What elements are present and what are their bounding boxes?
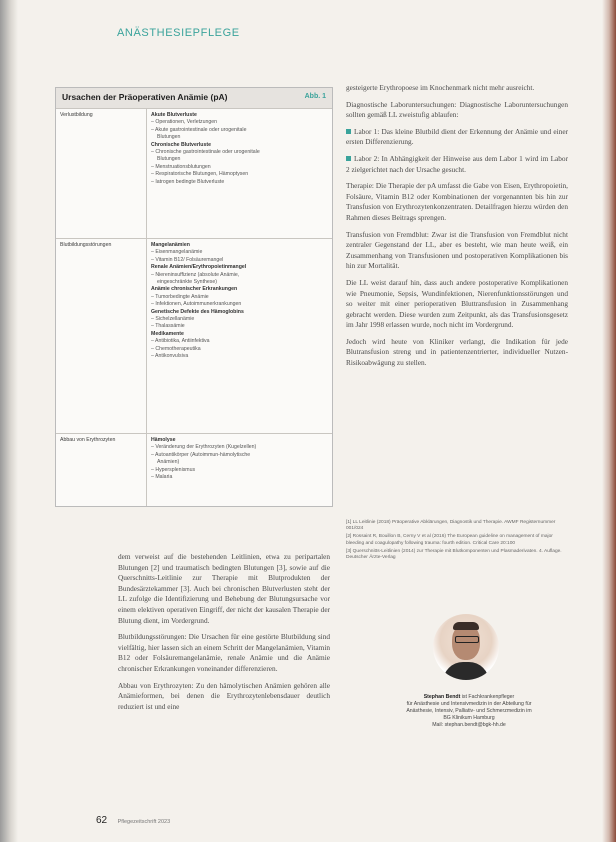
author-email: Mail: stephan.bendt@bgk-hh.de: [432, 722, 506, 728]
table-title: Ursachen der Präoperativen Anämie (pA): [62, 92, 228, 102]
right-column-text: [346, 83, 568, 375]
bullet-square-icon: [346, 129, 351, 134]
cause-item: – Chronische gastrointestinale oder urogenitale: [151, 149, 260, 156]
cause-group-heading: Hämolyse: [151, 437, 176, 443]
cause-item: Anämien): [157, 459, 180, 466]
cause-item: – Chemotherapeutika: [151, 345, 201, 352]
page-binding-right: [602, 0, 616, 842]
row-causes: [151, 112, 327, 186]
row-causes: [151, 242, 327, 361]
bullet-square-icon: [346, 156, 351, 161]
paragraph: Transfusion von Fremdblut: Zwar ist die Transfusion von Fremdblut nicht zentraler Gegenstand der LL, aber es besteht, wie man heute weiß, ein Zusammenhang von Transfusionen und postoperativen Komplikationen bis hin zur Mortalität.: [346, 229, 568, 271]
left-column-text: [118, 552, 330, 718]
cause-item: Blutungen: [157, 134, 181, 141]
cause-item: – Eisenmangelanämie: [151, 249, 203, 256]
cause-item: – Veränderung der Erythrozyten (Kugelzellen): [151, 444, 257, 451]
cause-item: – Antikonvulsiva: [151, 353, 189, 360]
paragraph: dem verweist auf die bestehenden Leitlinien, etwa zu peripartalen Blutungen [2] und traumatisch bedingten Blutungen [3], sowie auf die Querschnitts-Leitlinie zur Therapie mit Blutprodukten der Bundesärztekammer [3]. Auch bei chronischen Blutverlusten steht der LL zufolge die Identifizierung und Behebung der Blutungsursache vor einem elektiven operativen Eingriff, der nicht der kausalen Therapie der Blutung dient, im Vordergrund.: [118, 552, 330, 625]
row-category: Verlustbildung: [60, 112, 93, 118]
cause-item: – Niereninsuffizienz (absolute Anämie,: [151, 271, 240, 278]
cause-group-heading: Mangelanämien: [151, 242, 190, 248]
author-photo: [433, 614, 499, 680]
table-row: [56, 238, 332, 429]
cause-item: – Infektionen, Autoimmunerkrankungen: [151, 301, 242, 308]
paragraph: Therapie: Die Therapie der pA umfasst die Gabe von Eisen, Erythropoietin, Folsäure, Vitamin B12 oder Kombinationen der vorgenannten bis hin zur Transfusion von Erythrozytenkonzentraten. Detailfragen hierzu würden den Rahmen dieses Beitrags sprengen.: [346, 181, 568, 222]
paragraph: Labor 1: Das kleine Blutbild dient der Erkennung der Anämie und einer ersten Differenzierung.: [346, 126, 568, 147]
row-category: Blutbildungsstörungen: [60, 242, 112, 248]
cause-item: – Autoantikörper (Autoimmun-hämolytische: [151, 451, 251, 458]
author-line: für Anästhesie und Intensivmedizin in der Abteilung für: [406, 701, 532, 707]
table-header: [56, 88, 332, 108]
author-line: BG Klinikum Hamburg: [443, 715, 495, 721]
cause-item: – Malaria: [151, 474, 173, 481]
table-badge: Abb. 1: [304, 93, 326, 100]
reference-item: [2] Rossaint R, Bouillon B, Cerny V et al (2016) The European guideline on management of major bleeding and coagulopathy following trauma: fourth edition. Critical Care 20:100: [346, 534, 553, 546]
page-number: 62: [96, 815, 108, 826]
row-causes: [151, 437, 327, 481]
section-header: ANÄSTHESIEPFLEGE: [117, 27, 240, 39]
cause-group-heading: Genetische Defekte des Hämoglobins: [151, 308, 244, 315]
references: [346, 520, 568, 563]
cause-item: – Akute gastrointestinale oder urogenitale: [151, 126, 247, 133]
page-binding-left: [0, 0, 18, 842]
table-row: [56, 433, 332, 507]
anemia-causes-table: [55, 87, 333, 507]
cause-item: – Antibiotika, Antiinfektiva: [151, 338, 210, 345]
cause-item: – Tumorbedingte Anämie: [151, 293, 209, 300]
paragraph: Abbau von Erythrozyten: Zu den hämolytischen Anämien gehören alle Anämieformen, bei denen die Erythrozytenlebensdauer deutlich reduziert ist und eine: [118, 680, 330, 711]
cause-item: – Thalassämie: [151, 323, 185, 330]
author-line: ist Fachkrankenpfleger: [461, 694, 515, 700]
author-name: Stephan Bendt: [423, 694, 461, 700]
cause-item: – Menstruationsblutungen: [151, 163, 211, 170]
cause-group-heading: Anämie chronischer Erkrankungen: [151, 286, 238, 293]
cause-group-heading: Medikamente: [151, 330, 184, 337]
table-row: [56, 108, 332, 239]
cause-item: – Hypersplenismus: [151, 466, 196, 473]
cause-group-heading: Renale Anämien/Erythropoietinmangel: [151, 264, 247, 271]
paragraph: Jedoch wird heute von Kliniker verlangt, die Indikation für jede Blutransfusion streng und in patientenzentrierter, individueller Nutzen-Risikoabwägung zu stellen.: [346, 336, 568, 368]
paragraph: Diagnostische Laboruntersuchungen: Diagnostische Laboruntersuchungen sollten gemäß LL zweistufig ablaufen:: [346, 99, 568, 120]
cause-item: – Respiratorische Blutungen, Hämoptysen: [151, 171, 249, 178]
page-footer: [96, 810, 170, 828]
cause-item: – Iatrogen bedingte Blutverluste: [151, 178, 225, 185]
cause-item: – Operationen, Verletzungen: [151, 119, 218, 126]
cause-item: – Vitamin B12/ Folsäuremangel: [151, 256, 224, 263]
author-line: Anästhesie, Intensiv, Palliativ- und Schmerzmedizin im: [406, 708, 532, 714]
paragraph: Labor 2: In Abhängigkeit der Hinweise aus dem Labor 1 wird im Labor 2 zielgerichtet nach der Ursache gesucht.: [346, 153, 568, 174]
paragraph: gesteigerte Erythropoese im Knochenmark nicht mehr ausreicht.: [346, 83, 535, 92]
paragraph: Blutbildungsstörungen: Die Ursachen für eine gestörte Blutbildung sind vielfältig, hier lassen sich an einem Schritt der Mangelanämien, Vitamin B12 oder Folsäuremangelanämie, renale Anämie und die Anämie chronischer Erkrankungen voneinander differenzieren.: [118, 632, 330, 673]
author-bio: [375, 694, 563, 729]
magazine-name: Pflegezeitschrift 2023: [117, 819, 171, 825]
cause-item: Blutungen: [157, 156, 181, 163]
reference-item: [3] Querschnitts-Leitlinien (2014) zur Therapie mit Blutkomponenten und Plasmaderivaten. 4. Auflage. Deutscher Ärzte-Verlag: [346, 548, 562, 561]
cause-group-heading: Chronische Blutverluste: [151, 141, 211, 148]
reference-item: [1] LL Leitlinie (2018) Präoperative Abklärungen, Diagnostik und Therapie. AWMF Registernummer 001/024: [346, 520, 556, 532]
row-category: Abbau von Erythrozyten: [60, 437, 116, 443]
cause-item: eingeschränkte Synthese): [157, 279, 217, 286]
cause-item: – Sichelzellanämie: [151, 316, 195, 323]
cause-group-heading: Akute Blutverluste: [151, 112, 197, 118]
paragraph: Die LL weist darauf hin, dass auch andere postoperative Komplikationen wie Pneumonie, Sepsis, Wundinfektionen, Nierenfunktionsstörungen und so weiter mit einer perioperativen Bluttransfusion in Zusammenhang gebracht werden. Diese wurden zum Zeitpunkt, als das Transfusionsgesetz im Jahr 1998 erlassen wurde, noch nicht im Vordergrund.: [346, 277, 568, 330]
